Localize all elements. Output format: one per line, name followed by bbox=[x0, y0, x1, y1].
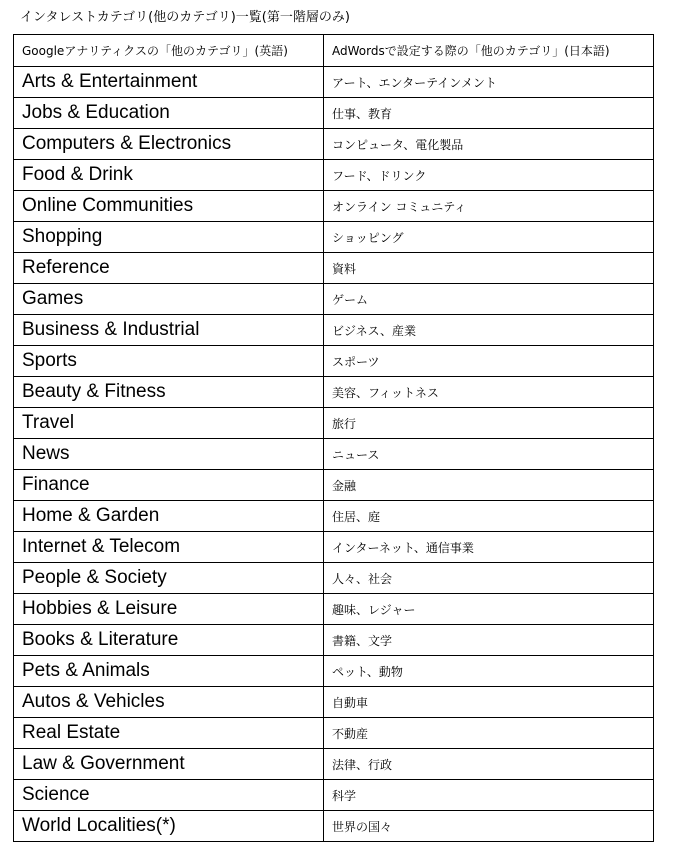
japanese-category-cell: ペット、動物 bbox=[324, 656, 654, 687]
japanese-category-cell: 書籍、文学 bbox=[324, 625, 654, 656]
table-row bbox=[14, 439, 654, 470]
japanese-category-cell: 自動車 bbox=[324, 687, 654, 718]
table-row bbox=[14, 222, 654, 253]
japanese-category-cell: フード、ドリンク bbox=[324, 160, 654, 191]
japanese-category-cell: 金融 bbox=[324, 470, 654, 501]
english-category-cell: Internet & Telecom bbox=[14, 532, 324, 563]
table-row bbox=[14, 811, 654, 842]
english-category-cell: Computers & Electronics bbox=[14, 129, 324, 160]
english-category-cell: Reference bbox=[14, 253, 324, 284]
japanese-category-cell: 仕事、教育 bbox=[324, 98, 654, 129]
japanese-category-cell: 科学 bbox=[324, 780, 654, 811]
english-category-cell: People & Society bbox=[14, 563, 324, 594]
table-row bbox=[14, 346, 654, 377]
japanese-category-cell: 趣味、レジャー bbox=[324, 594, 654, 625]
table-row bbox=[14, 780, 654, 811]
english-category-cell: News bbox=[14, 439, 324, 470]
table-row bbox=[14, 656, 654, 687]
japanese-category-cell: コンピュータ、電化製品 bbox=[324, 129, 654, 160]
japanese-category-cell: 法律、行政 bbox=[324, 749, 654, 780]
table-body bbox=[14, 67, 654, 842]
english-category-cell: Games bbox=[14, 284, 324, 315]
english-category-cell: Hobbies & Leisure bbox=[14, 594, 324, 625]
english-category-cell: Online Communities bbox=[14, 191, 324, 222]
table-row bbox=[14, 470, 654, 501]
document-title: インタレストカテゴリ(他のカテゴリ)一覧(第一階層のみ) bbox=[20, 10, 350, 25]
english-category-cell: Science bbox=[14, 780, 324, 811]
english-category-cell: Business & Industrial bbox=[14, 315, 324, 346]
japanese-category-cell: オンライン コミュニティ bbox=[324, 191, 654, 222]
english-category-cell: Finance bbox=[14, 470, 324, 501]
table-row bbox=[14, 377, 654, 408]
table-row bbox=[14, 253, 654, 284]
table-row bbox=[14, 501, 654, 532]
japanese-category-cell: 不動産 bbox=[324, 718, 654, 749]
table-row bbox=[14, 191, 654, 222]
japanese-category-cell: ビジネス、産業 bbox=[324, 315, 654, 346]
table-header-row bbox=[14, 35, 654, 67]
table-row bbox=[14, 315, 654, 346]
table-row bbox=[14, 625, 654, 656]
japanese-category-cell: 人々、社会 bbox=[324, 563, 654, 594]
header-english-category: Googleアナリティクスの「他のカテゴリ」(英語) bbox=[14, 35, 324, 67]
english-category-cell: Sports bbox=[14, 346, 324, 377]
table-row bbox=[14, 160, 654, 191]
english-category-cell: Books & Literature bbox=[14, 625, 324, 656]
table-row bbox=[14, 594, 654, 625]
english-category-cell: Shopping bbox=[14, 222, 324, 253]
japanese-category-cell: スポーツ bbox=[324, 346, 654, 377]
table-row bbox=[14, 687, 654, 718]
japanese-category-cell: 資料 bbox=[324, 253, 654, 284]
japanese-category-cell: ゲーム bbox=[324, 284, 654, 315]
english-category-cell: Law & Government bbox=[14, 749, 324, 780]
english-category-cell: Beauty & Fitness bbox=[14, 377, 324, 408]
japanese-category-cell: インターネット、通信事業 bbox=[324, 532, 654, 563]
table-row bbox=[14, 408, 654, 439]
english-category-cell: Food & Drink bbox=[14, 160, 324, 191]
english-category-cell: World Localities(*) bbox=[14, 811, 324, 842]
header-japanese-category: AdWordsで設定する際の「他のカテゴリ」(日本語) bbox=[324, 35, 654, 67]
japanese-category-cell: 旅行 bbox=[324, 408, 654, 439]
table-row bbox=[14, 98, 654, 129]
table-row bbox=[14, 284, 654, 315]
english-category-cell: Pets & Animals bbox=[14, 656, 324, 687]
table-row bbox=[14, 532, 654, 563]
table-row bbox=[14, 749, 654, 780]
japanese-category-cell: アート、エンターテインメント bbox=[324, 67, 654, 98]
japanese-category-cell: ショッピング bbox=[324, 222, 654, 253]
japanese-category-cell: 住居、庭 bbox=[324, 501, 654, 532]
english-category-cell: Travel bbox=[14, 408, 324, 439]
english-category-cell: Home & Garden bbox=[14, 501, 324, 532]
table-row bbox=[14, 563, 654, 594]
table-row bbox=[14, 129, 654, 160]
english-category-cell: Arts & Entertainment bbox=[14, 67, 324, 98]
japanese-category-cell: ニュース bbox=[324, 439, 654, 470]
japanese-category-cell: 美容、フィットネス bbox=[324, 377, 654, 408]
category-table bbox=[13, 34, 654, 842]
table-row bbox=[14, 718, 654, 749]
english-category-cell: Jobs & Education bbox=[14, 98, 324, 129]
table-row bbox=[14, 67, 654, 98]
japanese-category-cell: 世界の国々 bbox=[324, 811, 654, 842]
english-category-cell: Real Estate bbox=[14, 718, 324, 749]
english-category-cell: Autos & Vehicles bbox=[14, 687, 324, 718]
